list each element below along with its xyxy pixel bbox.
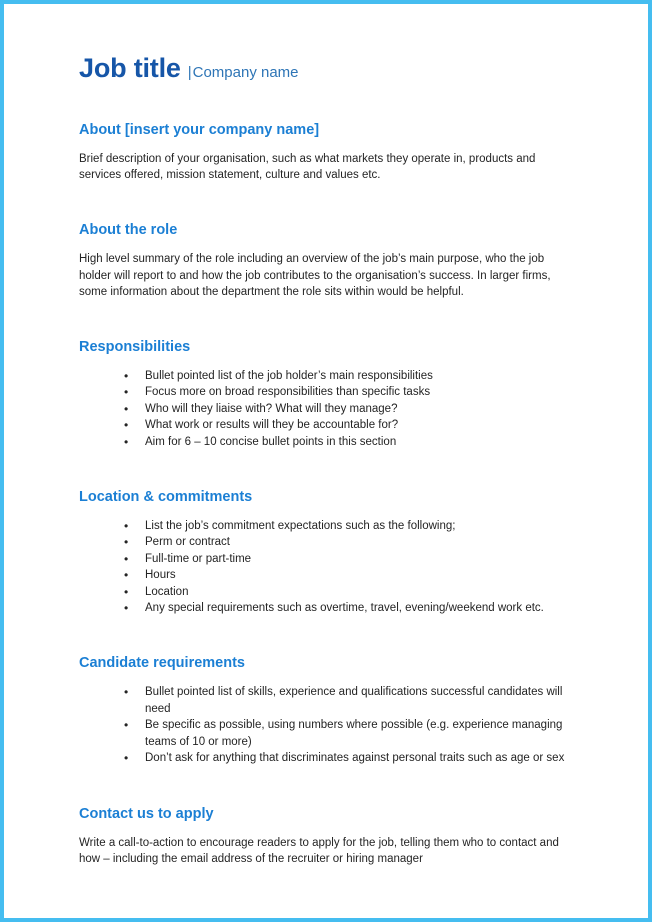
separator-bar: | (187, 64, 192, 81)
section-about-company (79, 121, 573, 183)
section-location-commitments (79, 488, 573, 616)
section-body-about-role: High level summary of the role including an overview of the job’s main purpose, who the job holder will report to and how the job contributes to the organisation’s success. In larger firms, some information about the department the role sits within would be helpful. (79, 253, 551, 298)
section-title-contact-to-apply: Contact us to apply (79, 805, 214, 822)
section-contact-to-apply (79, 805, 573, 867)
section-body-about-company: Brief description of your organisation, such as what markets they operate in, products and services offered, mission statement, culture and values etc. (79, 153, 536, 182)
bullet-item: • List the job’s commitment expectations such as the following; (79, 518, 574, 534)
bullet-item: • Bullet pointed list of the job holder’s main responsibilities (79, 368, 574, 384)
section-responsibilities (79, 338, 573, 450)
bullet-item: • Any special requirements such as overtime, travel, evening/weekend work etc. (79, 600, 574, 616)
section-about-role (79, 221, 573, 300)
bullet-item: • Bullet pointed list of skills, experience and qualifications successful candidates will need (79, 684, 574, 717)
bullet-item: • Who will they liaise with? What will they manage? (79, 401, 574, 417)
bullet-list-candidate-requirements (79, 684, 574, 766)
company-name-group (188, 64, 299, 81)
section-body-contact-to-apply: Write a call-to-action to encourage readers to apply for the job, telling them who to contact and how – including the email address of the recruiter or hiring manager (79, 836, 559, 865)
bullet-list-responsibilities (79, 368, 574, 450)
bullet-item: • Hours (79, 567, 574, 583)
document-header (79, 53, 573, 84)
bullet-item: • Location (79, 584, 574, 600)
section-title-about-role: About the role (79, 222, 178, 239)
bullet-item: • Be specific as possible, using numbers where possible (e.g. experience managing teams of 10 or more) (79, 717, 574, 750)
section-title-responsibilities: Responsibilities (79, 339, 191, 356)
bullet-item: • Full-time or part-time (79, 551, 574, 567)
bullet-item: • Aim for 6 – 10 concise bullet points in this section (79, 434, 574, 450)
section-candidate-requirements (79, 654, 573, 766)
bullet-item: • What work or results will they be accountable for? (79, 417, 574, 433)
job-title: Job title (79, 53, 181, 83)
bullet-list-location-commitments (79, 518, 574, 616)
section-title-about-company: About [insert your company name] (79, 122, 320, 138)
section-title-location-commitments: Location & commitments (79, 489, 253, 506)
bullet-item: • Focus more on broad responsibilities than specific tasks (79, 384, 574, 400)
company-name: Company name (192, 64, 299, 81)
section-title-candidate-requirements: Candidate requirements (79, 655, 245, 672)
bullet-item: • Perm or contract (79, 534, 574, 550)
bullet-item: • Don’t ask for anything that discriminates against personal traits such as age or sex (79, 750, 574, 766)
